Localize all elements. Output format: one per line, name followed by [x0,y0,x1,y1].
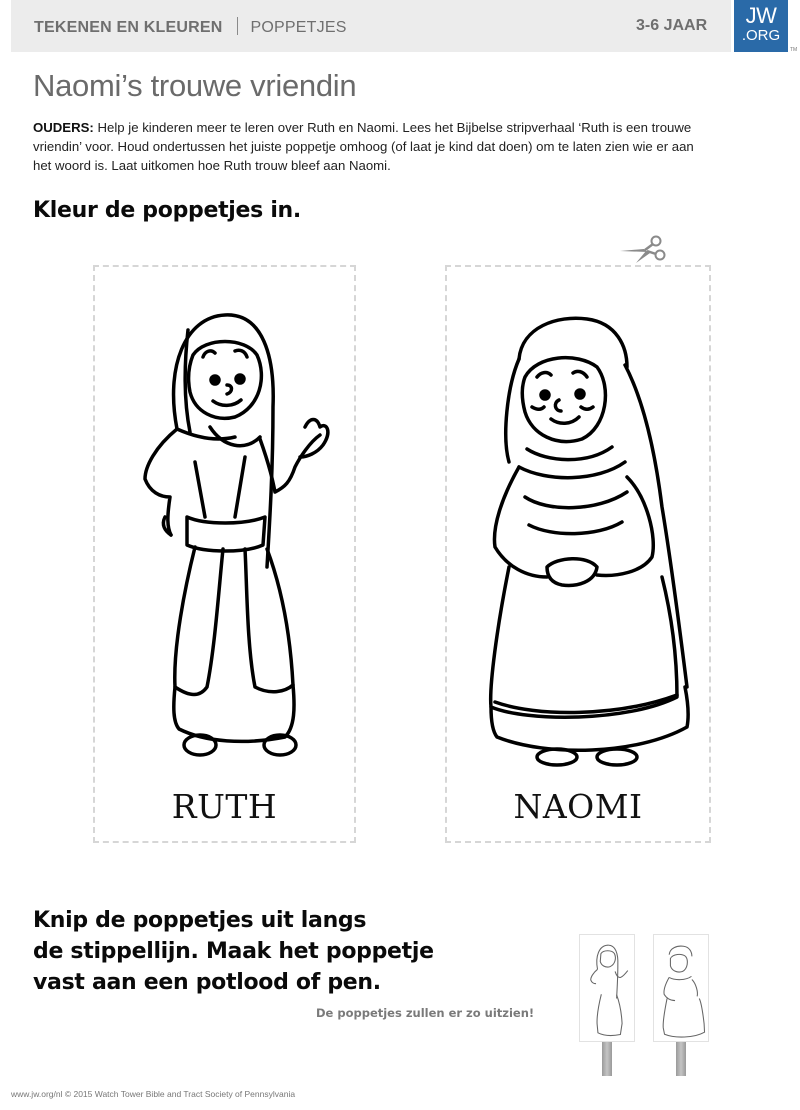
pencil-stick [602,1042,612,1076]
copyright-footer: www.jw.org/nl © 2015 Watch Tower Bible and Tract Society of Pennsylvania [11,1089,296,1099]
cut-instruction-line: vast aan een potlood of pen. [33,970,381,995]
age-range-label: 3-6 JAAR [636,17,708,34]
ruth-waving-figure [95,267,358,777]
jw-org-logo[interactable] [734,0,788,52]
color-instruction-heading: Kleur de poppetjes in. [33,198,301,223]
cut-instruction-line: de stippellijn. Maak het poppetje [33,939,434,964]
ruth-preview-thumbnail [579,934,635,1042]
naomi-cutout-card [445,265,711,843]
scissors-icon [618,233,668,265]
category-label: TEKENEN EN KLEUREN [34,19,223,36]
trademark-mark: TM [790,47,798,53]
breadcrumb [34,17,347,37]
page-title: Naomi’s trouwe vriendin [33,68,357,103]
intro-text: Help je kinderen meer te leren over Ruth en Naomi. Lees het Bijbelse stripverhaal ‘Ruth is een trouwe vriendin’ voor. Houd ondertussen het juiste poppetje omhoog (of laat je kind dat doen) om te laten zien wie er aan het woord is. Laat uitkomen hoe Ruth trouw bleef aan Naomi. [33,120,694,173]
preview-caption: De poppetjes zullen er zo uitzien! [316,1006,535,1020]
naomi-hands-folded-figure [447,267,713,777]
pencil-stick [676,1042,686,1076]
intro-label: OUDERS: [33,120,94,135]
cut-instruction-line: Knip de poppetjes uit langs [33,908,367,933]
subcategory-label: POPPETJES [250,19,347,36]
ruth-name-label: RUTH [171,787,278,826]
logo-line-2: .ORG [741,27,781,44]
naomi-name-label: NAOMI [513,787,643,826]
naomi-preview-thumbnail [653,934,709,1042]
parents-intro [33,118,713,175]
ruth-cutout-card [93,265,356,843]
cut-instruction-heading [33,905,553,998]
breadcrumb-divider [237,17,238,35]
logo-line-1: JW [745,3,777,28]
